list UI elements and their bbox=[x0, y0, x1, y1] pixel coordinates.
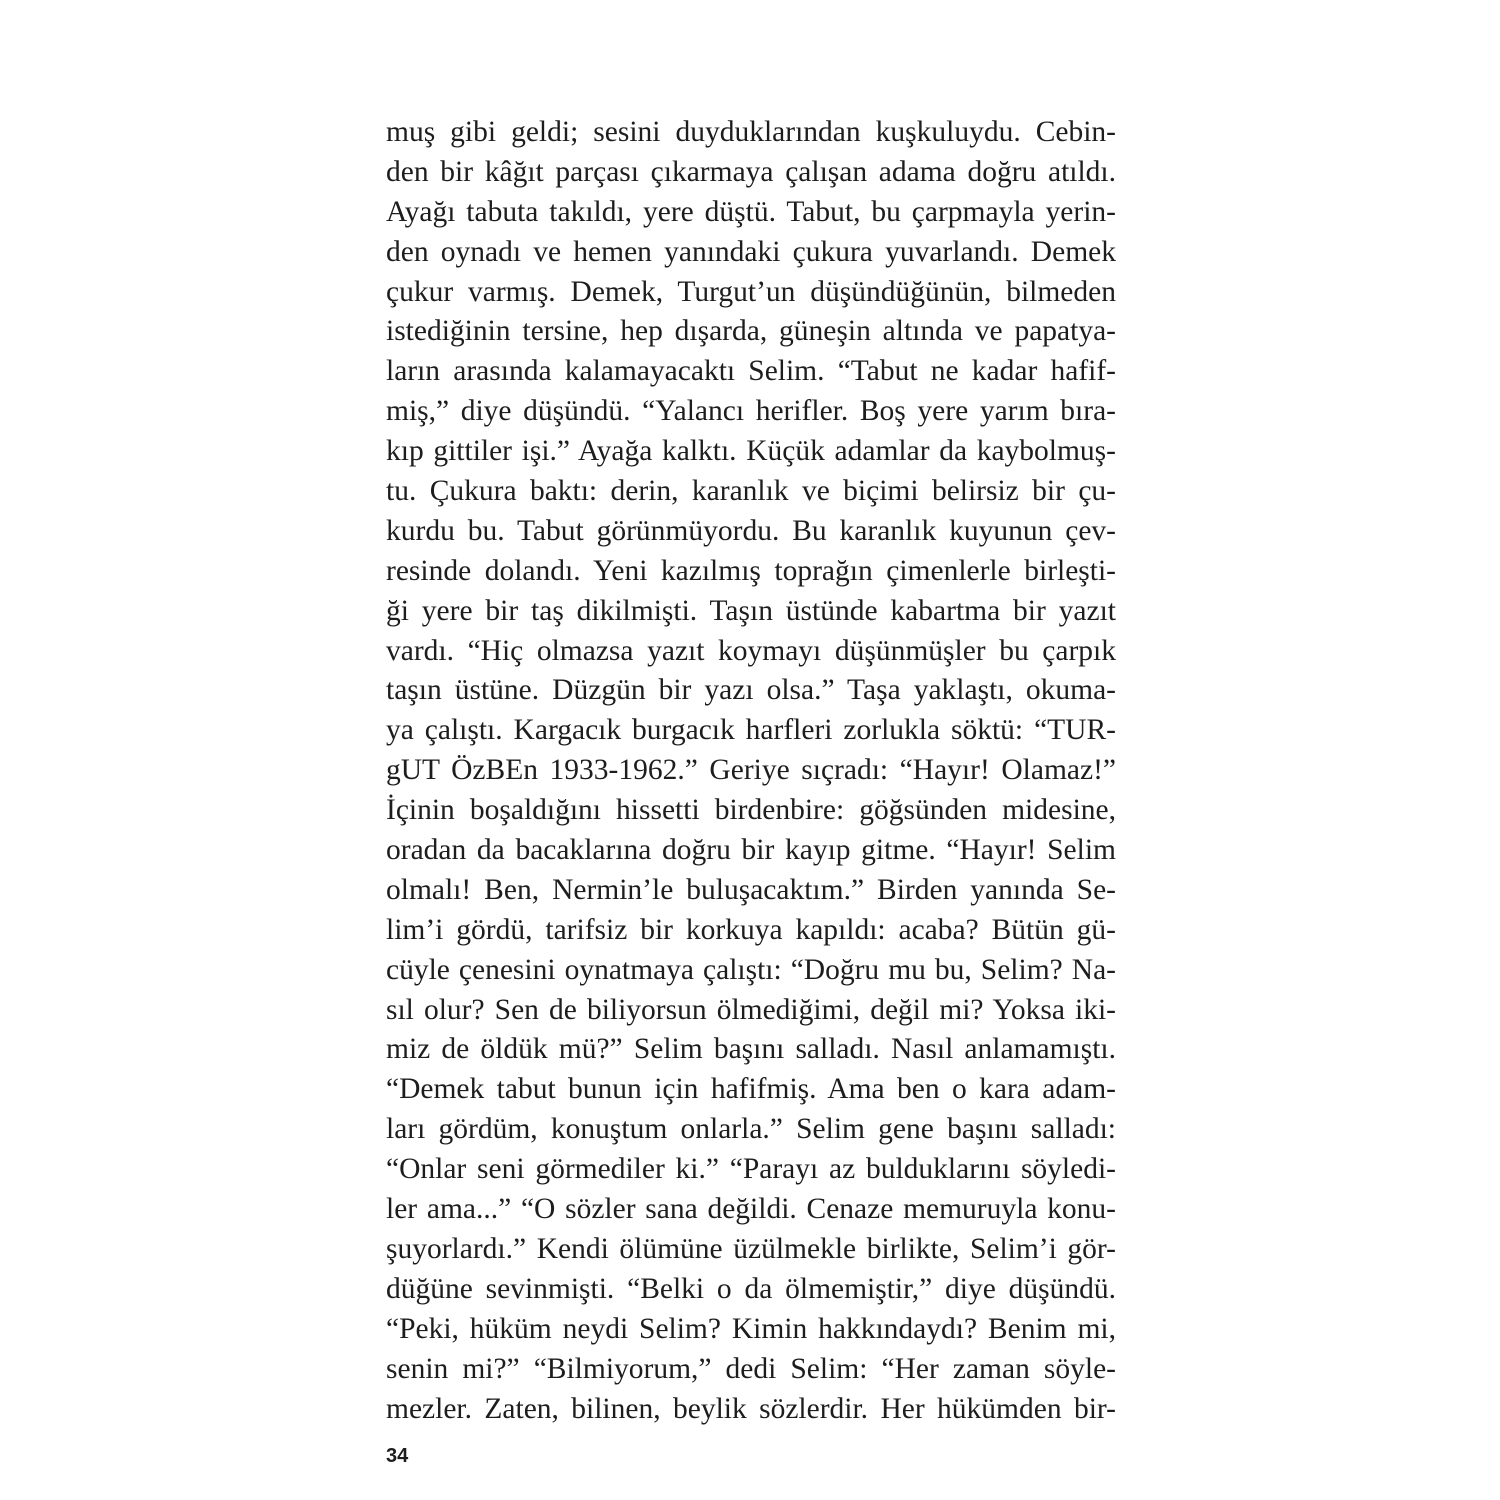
text-line-31: “Peki, hüküm neydi Selim? Kimin hakkındaydı? Benim mi, bbox=[386, 1312, 1116, 1345]
text-line-1: muş gibi geldi; sesini duyduklarından kuşkuluydu. Cebin- bbox=[386, 116, 1116, 148]
text-line-26: ları gördüm, konuştum onlarla.” Selim gene başını salladı: bbox=[386, 1113, 1116, 1146]
text-line-3: Ayağı tabuta takıldı, yere düştü. Tabut, bu çarpmayla yerin- bbox=[386, 195, 1116, 228]
text-line-9: kıp gittiler işi.” Ayağa kalktı. Küçük adamlar da kaybolmuş- bbox=[386, 435, 1116, 468]
text-line-15: taşın üstüne. Düzgün bir yazı olsa.” Taşa yaklaştı, okuma- bbox=[386, 674, 1116, 707]
text-line-14: vardı. “Hiç olmazsa yazıt koymayı düşünmüşler bu çarpık bbox=[386, 634, 1116, 667]
text-line-18: İçinin boşaldığını hissetti birdenbire: göğsünden midesine, bbox=[386, 794, 1116, 827]
text-line-17: gUT ÖzBEn 1933-1962.” Geriye sıçradı: “Hayır! Olamaz!” bbox=[386, 754, 1116, 787]
body-text bbox=[386, 113, 1116, 1429]
text-line-28: ler ama...” “O sözler sana değildi. Cenaze memuruyla konu- bbox=[386, 1193, 1116, 1226]
text-line-29: şuyorlardı.” Kendi ölümüne üzülmekle birlikte, Selim’i gör- bbox=[386, 1232, 1116, 1265]
text-line-22: cüyle çenesini oynatmaya çalıştı: “Doğru mu bu, Selim? Na- bbox=[386, 953, 1116, 986]
text-line-8: miş,” diye düşündü. “Yalancı herifler. Boş yere yarım bıra- bbox=[386, 395, 1116, 428]
text-line-12: resinde dolandı. Yeni kazılmış toprağın çimenlerle birleşti- bbox=[386, 554, 1116, 587]
text-line-2: den bir kâğıt parçası çıkarmaya çalışan adama doğru atıldı. bbox=[386, 155, 1116, 188]
text-line-13: ği yere bir taş dikilmişti. Taşın üstünde kabartma bir yazıt bbox=[386, 594, 1116, 627]
text-line-5: çukur varmış. Demek, Turgut’un düşündüğünün, bilmeden bbox=[386, 275, 1116, 308]
text-line-33: mezler. Zaten, bilinen, beylik sözlerdir. Her hükümden bir- bbox=[386, 1392, 1116, 1425]
text-line-32: senin mi?” “Bilmiyorum,” dedi Selim: “Her zaman söyle- bbox=[386, 1352, 1116, 1385]
text-line-10: tu. Çukura baktı: derin, karanlık ve biçimi belirsiz bir çu- bbox=[386, 475, 1116, 508]
text-line-25: “Demek tabut bunun için hafifmiş. Ama ben o kara adam- bbox=[386, 1073, 1116, 1106]
text-line-19: oradan da bacaklarına doğru bir kayıp gitme. “Hayır! Selim bbox=[386, 834, 1116, 867]
text-line-21: lim’i gördü, tarifsiz bir korkuya kapıldı: acaba? Bütün gü- bbox=[386, 913, 1116, 946]
text-line-30: düğüne sevinmişti. “Belki o da ölmemiştir,” diye düşündü. bbox=[386, 1272, 1116, 1305]
text-line-11: kurdu bu. Tabut görünmüyordu. Bu karanlık kuyunun çev- bbox=[386, 514, 1116, 547]
page-number: 34 bbox=[386, 1445, 409, 1467]
text-line-6: istediğinin tersine, hep dışarda, güneşin altında ve papatya- bbox=[386, 315, 1116, 348]
text-line-20: olmalı! Ben, Nermin’le buluşacaktım.” Birden yanında Se- bbox=[386, 873, 1116, 906]
text-line-23: sıl olur? Sen de biliyorsun ölmediğimi, değil mi? Yoksa iki- bbox=[386, 993, 1116, 1026]
text-line-7: ların arasında kalamayacaktı Selim. “Tabut ne kadar hafif- bbox=[386, 355, 1116, 388]
text-line-16: ya çalıştı. Kargacık burgacık harfleri zorlukla söktü: “TUR- bbox=[386, 714, 1116, 747]
text-line-4: den oynadı ve hemen yanındaki çukura yuvarlandı. Demek bbox=[386, 235, 1116, 268]
text-line-27: “Onlar seni görmediler ki.” “Parayı az bulduklarını söyledi- bbox=[386, 1153, 1116, 1186]
text-line-24: miz de öldük mü?” Selim başını salladı. Nasıl anlamamıştı. bbox=[386, 1033, 1116, 1066]
